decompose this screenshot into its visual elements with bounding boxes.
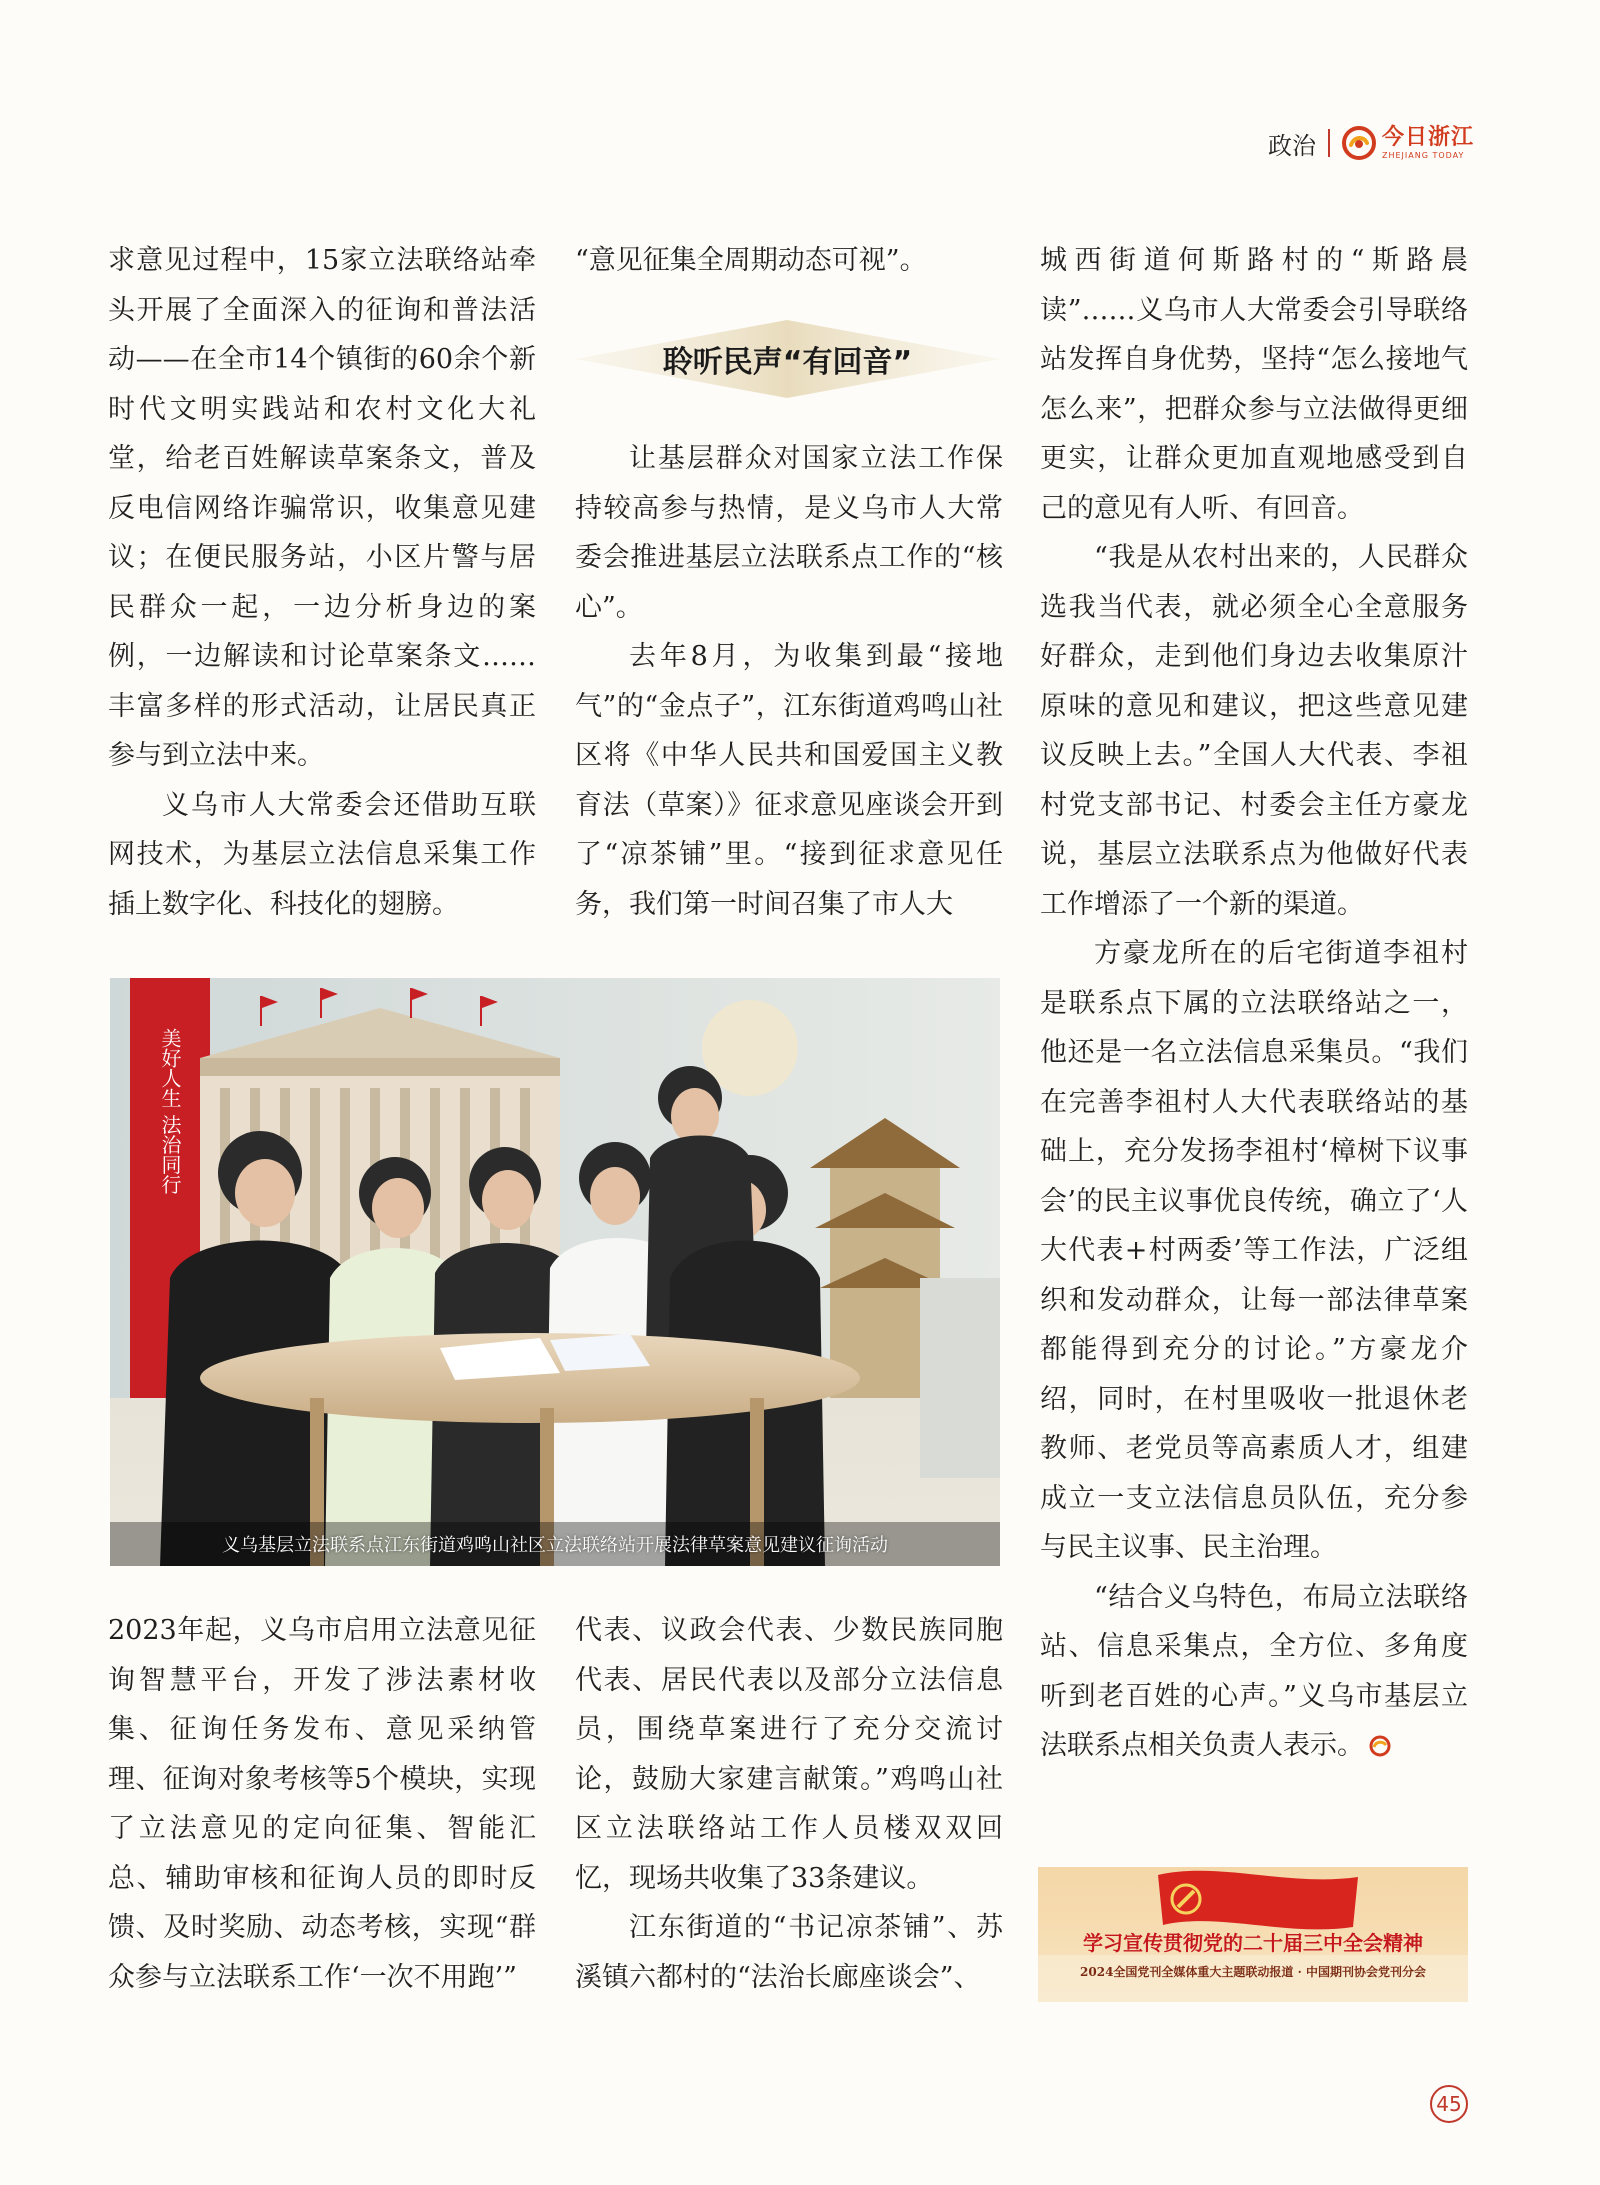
paragraph: 江东街道的“书记凉茶铺”、苏溪镇六都村的“法治长廊座谈会”、 (575, 1912, 1003, 1993)
photo-banner-text: 美好人生 法治同行 (158, 1028, 182, 1195)
header-divider (1328, 129, 1330, 157)
section-subheading (575, 320, 1000, 398)
banner-subtitle: 2024全国党刊全媒体重大主题联动报道 · 中国期刊协会党刊分会 (1080, 1965, 1426, 1979)
column-2-bottom (575, 1606, 1003, 2002)
paragraph: 义乌市人大常委会还借助互联网技术，为基层立法信息采集工作插上数字化、科技化的翅膀。 (108, 789, 536, 920)
page-header (1268, 118, 1498, 168)
paragraph (1040, 1573, 1468, 1771)
section-label: 政治 (1268, 131, 1316, 160)
paragraph: 方豪龙所在的后宅街道李祖村是联系点下属的立法联络站之一，他还是一名立法信息采集员。“我们在完善李祖村人大代表联络站的基础上，充分发扬李祖村‘樟树下议事会’的民主议事优良传统，确立了‘人大代表+村两委’等工作法，广泛组织和发动群众，让每一部法律草案都能得到充分的讨论。”方豪龙介绍，同时，在村里吸收一批退休老教师、老党员等高素质人才，组建成立一支立法信息员队伍，充分参与民主议事、民主治理。 (1040, 938, 1468, 1563)
column-1-bottom (108, 1606, 536, 2002)
banner-title: 学习宣传贯彻党的二十届三中全会精神 (1083, 1931, 1423, 1955)
article-end-icon (1368, 1735, 1392, 1757)
paragraph: 代表、议政会代表、少数民族同胞代表、居民代表以及部分立法信息员，围绕草案进行了充分交流讨论，鼓励大家建言献策。”鸡鸣山社区立法联络站工作人员楼双双回忆，现场共收集了33条建议。 (575, 1615, 1003, 1894)
paragraph: 2023年起，义乌市启用立法意见征询智慧平台，开发了涉法素材收集、征询任务发布、意见采纳管理、征询对象考核等5个模块，实现了立法意见的定向征集、智能汇总、辅助审核和征询人员的即时反馈、及时奖励、动态考核，实现“群众参与立法联系工作‘一次不用跑’” (108, 1615, 536, 1993)
column-2-top (575, 434, 1003, 929)
column-3 (1040, 236, 1468, 1771)
brand-swirl-icon (1342, 126, 1376, 160)
brand-logo (1342, 126, 1474, 160)
subheading-text: 聆听民声“有回音” (662, 345, 913, 380)
paragraph: “意见征集全周期动态可视”。 (575, 245, 927, 276)
paragraph: 让基层群众对国家立法工作保持较高参与热情，是义乌市人大常委会推进基层立法联系点工作的“核心”。 (575, 443, 1003, 623)
column-2-top-lead (575, 236, 1003, 286)
paragraph: 城西街道何斯路村的“斯路晨读”……义乌市人大常委会引导联络站发挥自身优势，坚持“怎么接地气怎么来”，把群众参与立法做得更细更实，让群众更加直观地感受到自己的意见有人听、有回音。 (1040, 245, 1468, 524)
paragraph-text: “结合义乌特色，布局立法联络站、信息采集点，全方位、多角度听到老百姓的心声。”义乌市基层立法联系点相关负责人表示。 (1040, 1581, 1468, 1761)
paragraph: 求意见过程中，15家立法联络站牵头开展了全面深入的征询和普法活动——在全市14个镇街的60余个新时代文明实践站和农村文化大礼堂，给老百姓解读草案条文，普及反电信网络诈骗常识，收集意见建议；在便民服务站，小区片警与居民群众一起，一边分析身边的案例，一边解读和讨论草案条文……丰富多样的形式活动，让居民真正参与到立法中来。 (108, 245, 536, 771)
brand-name-en: ZHEJIANG TODAY (1382, 150, 1465, 160)
campaign-banner (1038, 1867, 1468, 2002)
photo-illustration (110, 978, 1000, 1566)
column-1-top (108, 236, 536, 929)
caption-bar (110, 1522, 1000, 1566)
article-photo (110, 978, 1000, 1566)
page-number: 45 (1430, 2085, 1468, 2123)
paragraph: “我是从农村出来的，人民群众选我当代表，就必须全心全意服务好群众，走到他们身边去收集原汁原味的意见和建议，把这些意见建议反映上去。”全国人大代表、李祖村党支部书记、村委会主任方豪龙说，基层立法联系点为他做好代表工作增添了一个新的渠道。 (1040, 542, 1468, 920)
paragraph: 去年8月，为收集到最“接地气”的“金点子”，江东街道鸡鸣山社区将《中华人民共和国爱国主义教育法（草案）》征求意见座谈会开到了“凉茶铺”里。“接到征求意见任务，我们第一时间召集了市人大 (575, 641, 1003, 920)
photo-caption: 义乌基层立法联系点江东街道鸡鸣山社区立法联络站开展法律草案意见建议征询活动 (222, 1535, 888, 1556)
brand-name: 今日浙江 (1382, 124, 1475, 150)
